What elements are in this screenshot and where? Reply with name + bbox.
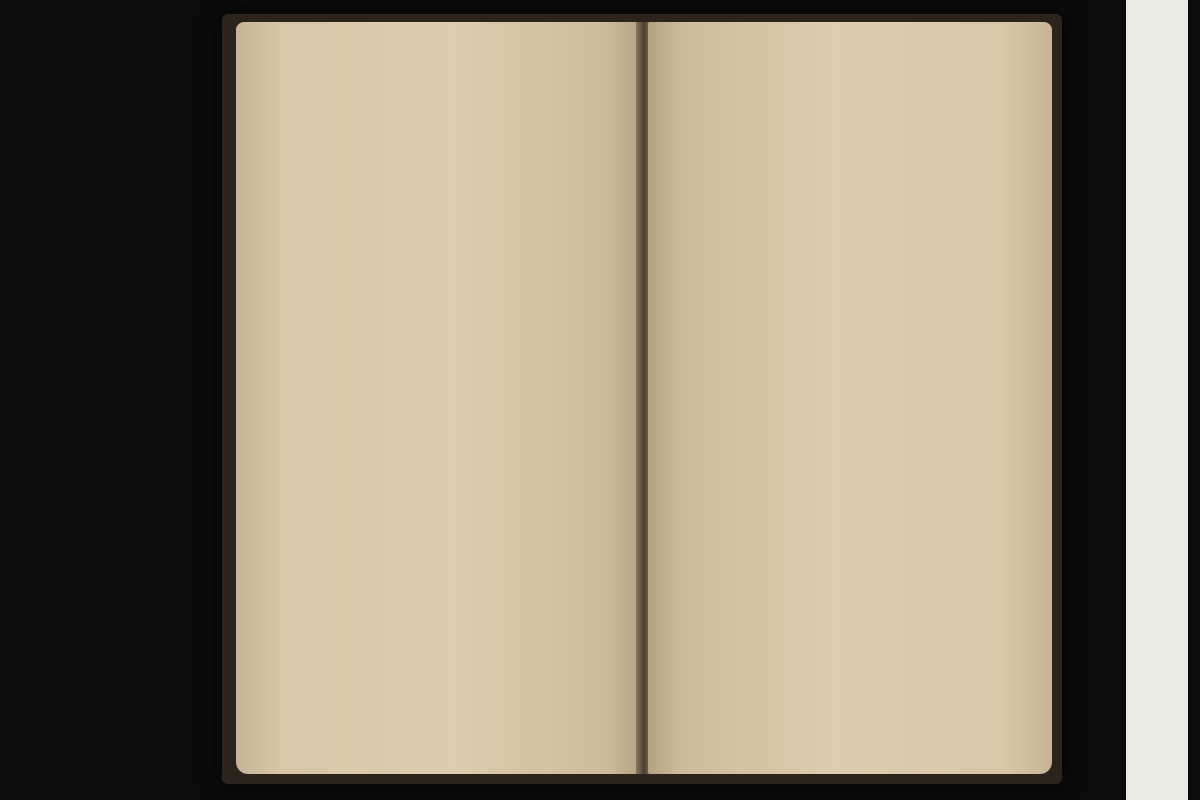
left-page	[236, 22, 640, 774]
measurement-ruler	[1126, 0, 1188, 800]
right-page	[648, 22, 1052, 774]
